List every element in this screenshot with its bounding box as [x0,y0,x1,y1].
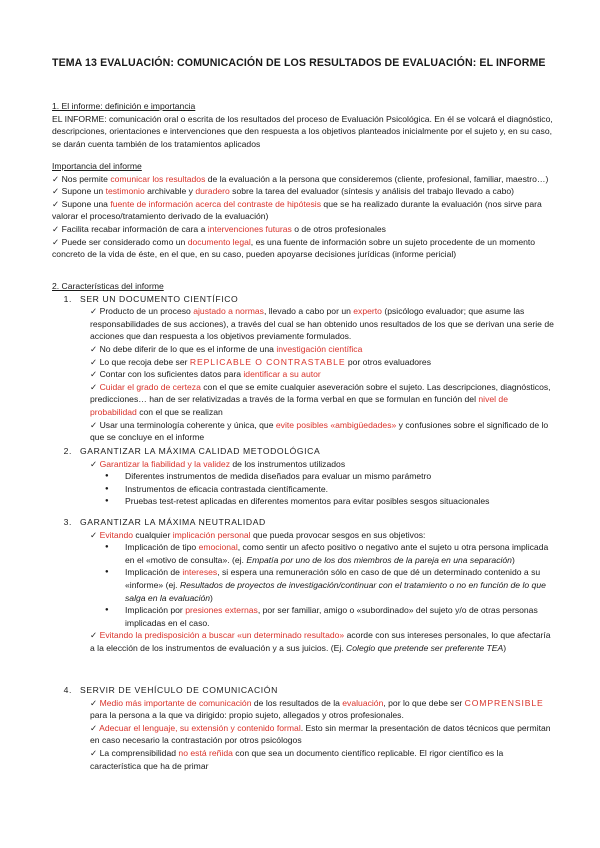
bullet-item: ● Instrumentos de eficacia contrastada científicamente. [52,483,554,496]
bullet-item: ● Implicación por presiones externas, por ser familiar, amigo o «subordinado» del sujeto y/o de otras personas implicadas en el caso. [52,604,554,629]
characteristic-1-item: ✓ Cuidar el grado de certeza con el que se emite cualquier aseveración sobre el sujeto. Las descripciones, diagnósticos, predicciones… han de ser relativizadas a través de la forma verbal en que se formulan en función del nivel de probabilidad con el que se realizan [90,381,551,417]
section-1 [52,100,554,150]
characteristic-1-item: ✓ Lo que recoja debe ser REPLICABLE O CONTRASTABLE por otros evaluadores [90,356,431,367]
importance-item: ✓ Puede ser considerado como un documento legal, es una fuente de información sobre un sujeto procedente de un momento concreto de la vida de éste, en el que, en su caso, pueden apoyarse decisiones jurídicas (informe pericial) [52,236,536,260]
characteristic-3-item: ✓ Evitando cualquier implicación personal que pueda provocar sesgos en sus objetivos: [90,529,426,540]
characteristic-3-item: ✓ Evitando la predisposición a buscar «un determinado resultado» acorde con sus intereses personales, lo que afectaría a la elección de los instrumentos de evaluación y a sus juicios. (Ej. Colegio que pretende ser preferente TEA) [90,630,551,653]
importance-item: ✓ Supone un testimonio archivable y duradero sobre la tarea del evaluador (síntesis y análisis del trabajo llevado a cabo) [52,186,515,197]
characteristic-3 [52,516,554,655]
document-title: TEMA 13 EVALUACIÓN: COMUNICACIÓN DE LOS RESULTADOS DE EVALUACIÓN: EL INFORME [52,57,546,69]
section-2 [52,280,554,444]
bullet-item: ● Implicación de tipo emocional, como sentir un afecto positivo o negativo ante el sujeto u otra persona implicada en el «motivo de consulta». (ej. Empatía por uno de los dos miembros de la pareja en una separación) [52,541,554,566]
characteristic-1-item: ✓ Contar con los suficientes datos para identificar a su autor [90,369,321,380]
characteristic-1-item: ✓ No debe diferir de lo que es el informe de una investigación científica [90,343,363,354]
characteristic-1-item: ✓ Producto de un proceso ajustado a normas, llevado a cabo por un experto (psicólogo evaluador; que asume las responsabilidades de sus acciones), a través del cual se han obtenido unos resultados de los que se derivan una serie de acciones que dan respuesta a los objetivos previamente formulados. [90,306,554,342]
characteristic-2-item: ✓ Garantizar la fiabilidad y la validez de los instrumentos utilizados [90,458,346,469]
importance-item: ✓ Nos permite comunicar los resultados de la evaluación a la persona que consideremos (cliente, profesional, familiar, maestro…) [52,173,549,184]
bullet-item: ● Diferentes instrumentos de medida diseñados para evaluar un mismo parámetro [52,470,554,483]
informe-definition: EL INFORME: comunicación oral o escrita de los resultados del proceso de Evaluación Psicológica. En él se volcará el diagnóstico, descripciones, orientaciones e intervenciones que den respuesta a los objetivos planteados inicialmente por el sujeto y, en su caso, se darán cuenta también de los tratamientos aplicados [52,113,553,149]
bullet-item: ● Pruebas test-retest aplicadas en diferentes momentos para evitar posibles sesgos situacionales [52,495,554,508]
characteristic-2-title: 2. GARANTIZAR LA MÁXIMA CALIDAD METODOLÓGICA [63,446,321,456]
bullet-item: ● Implicación de intereses, si espera una remuneración sólo en caso de que dé un determinado contenido a su «informe» (ej. Resultados de proyectos de investigación/continuar con el tratamiento o no en función de lo que salga en la evaluación) [52,566,554,604]
section-1-heading: 1. El informe: definición e importancia [52,101,196,111]
characteristic-1-title: 1. SER UN DOCUMENTO CIENTÍFICO [63,293,239,304]
importance-list [52,160,554,261]
characteristic-3-title: 3. GARANTIZAR LA MÁXIMA NEUTRALIDAD [63,517,266,527]
characteristic-4 [52,684,554,772]
characteristic-4-item: ✓ Medio más importante de comunicación de los resultados de la evaluación, por lo que debe ser COMPRENSIBLE para la persona a la que va dirigido: propio sujeto, allegados y otros profesionales. [90,697,544,721]
characteristic-1-item: ✓ Usar una terminología coherente y única, que evite posibles «ambigüedades» y confusiones sobre el significado de lo que se concluye en el informe [90,419,549,443]
characteristic-4-item: ✓ Adecuar el lenguaje, su extensión y contenido formal. Esto sin mermar la presentación de datos técnicos que permitan en caso necesario la contrastación por otros psicólogos [90,722,551,746]
importance-item: ✓ Facilita recabar información de cara a intervenciones futuras o de otros profesionales [52,223,386,234]
characteristic-4-title: 4. SERVIR DE VEHÍCULO DE COMUNICACIÓN [63,685,278,695]
importance-item: ✓ Supone una fuente de información acerca del contraste de hipótesis que se ha realizado durante la evaluación (nos sirve para valorar el proceso/tratamiento derivado de la evaluación) [52,198,542,222]
section-2-heading: 2. Características del informe [52,281,164,291]
importance-heading: Importancia del informe [52,161,142,171]
characteristic-4-item: ✓ La comprensibilidad no está reñida con que sea un documento científico replicable. El rigor científico es la característica que ha de primar [90,747,504,771]
characteristic-2 [52,445,554,508]
